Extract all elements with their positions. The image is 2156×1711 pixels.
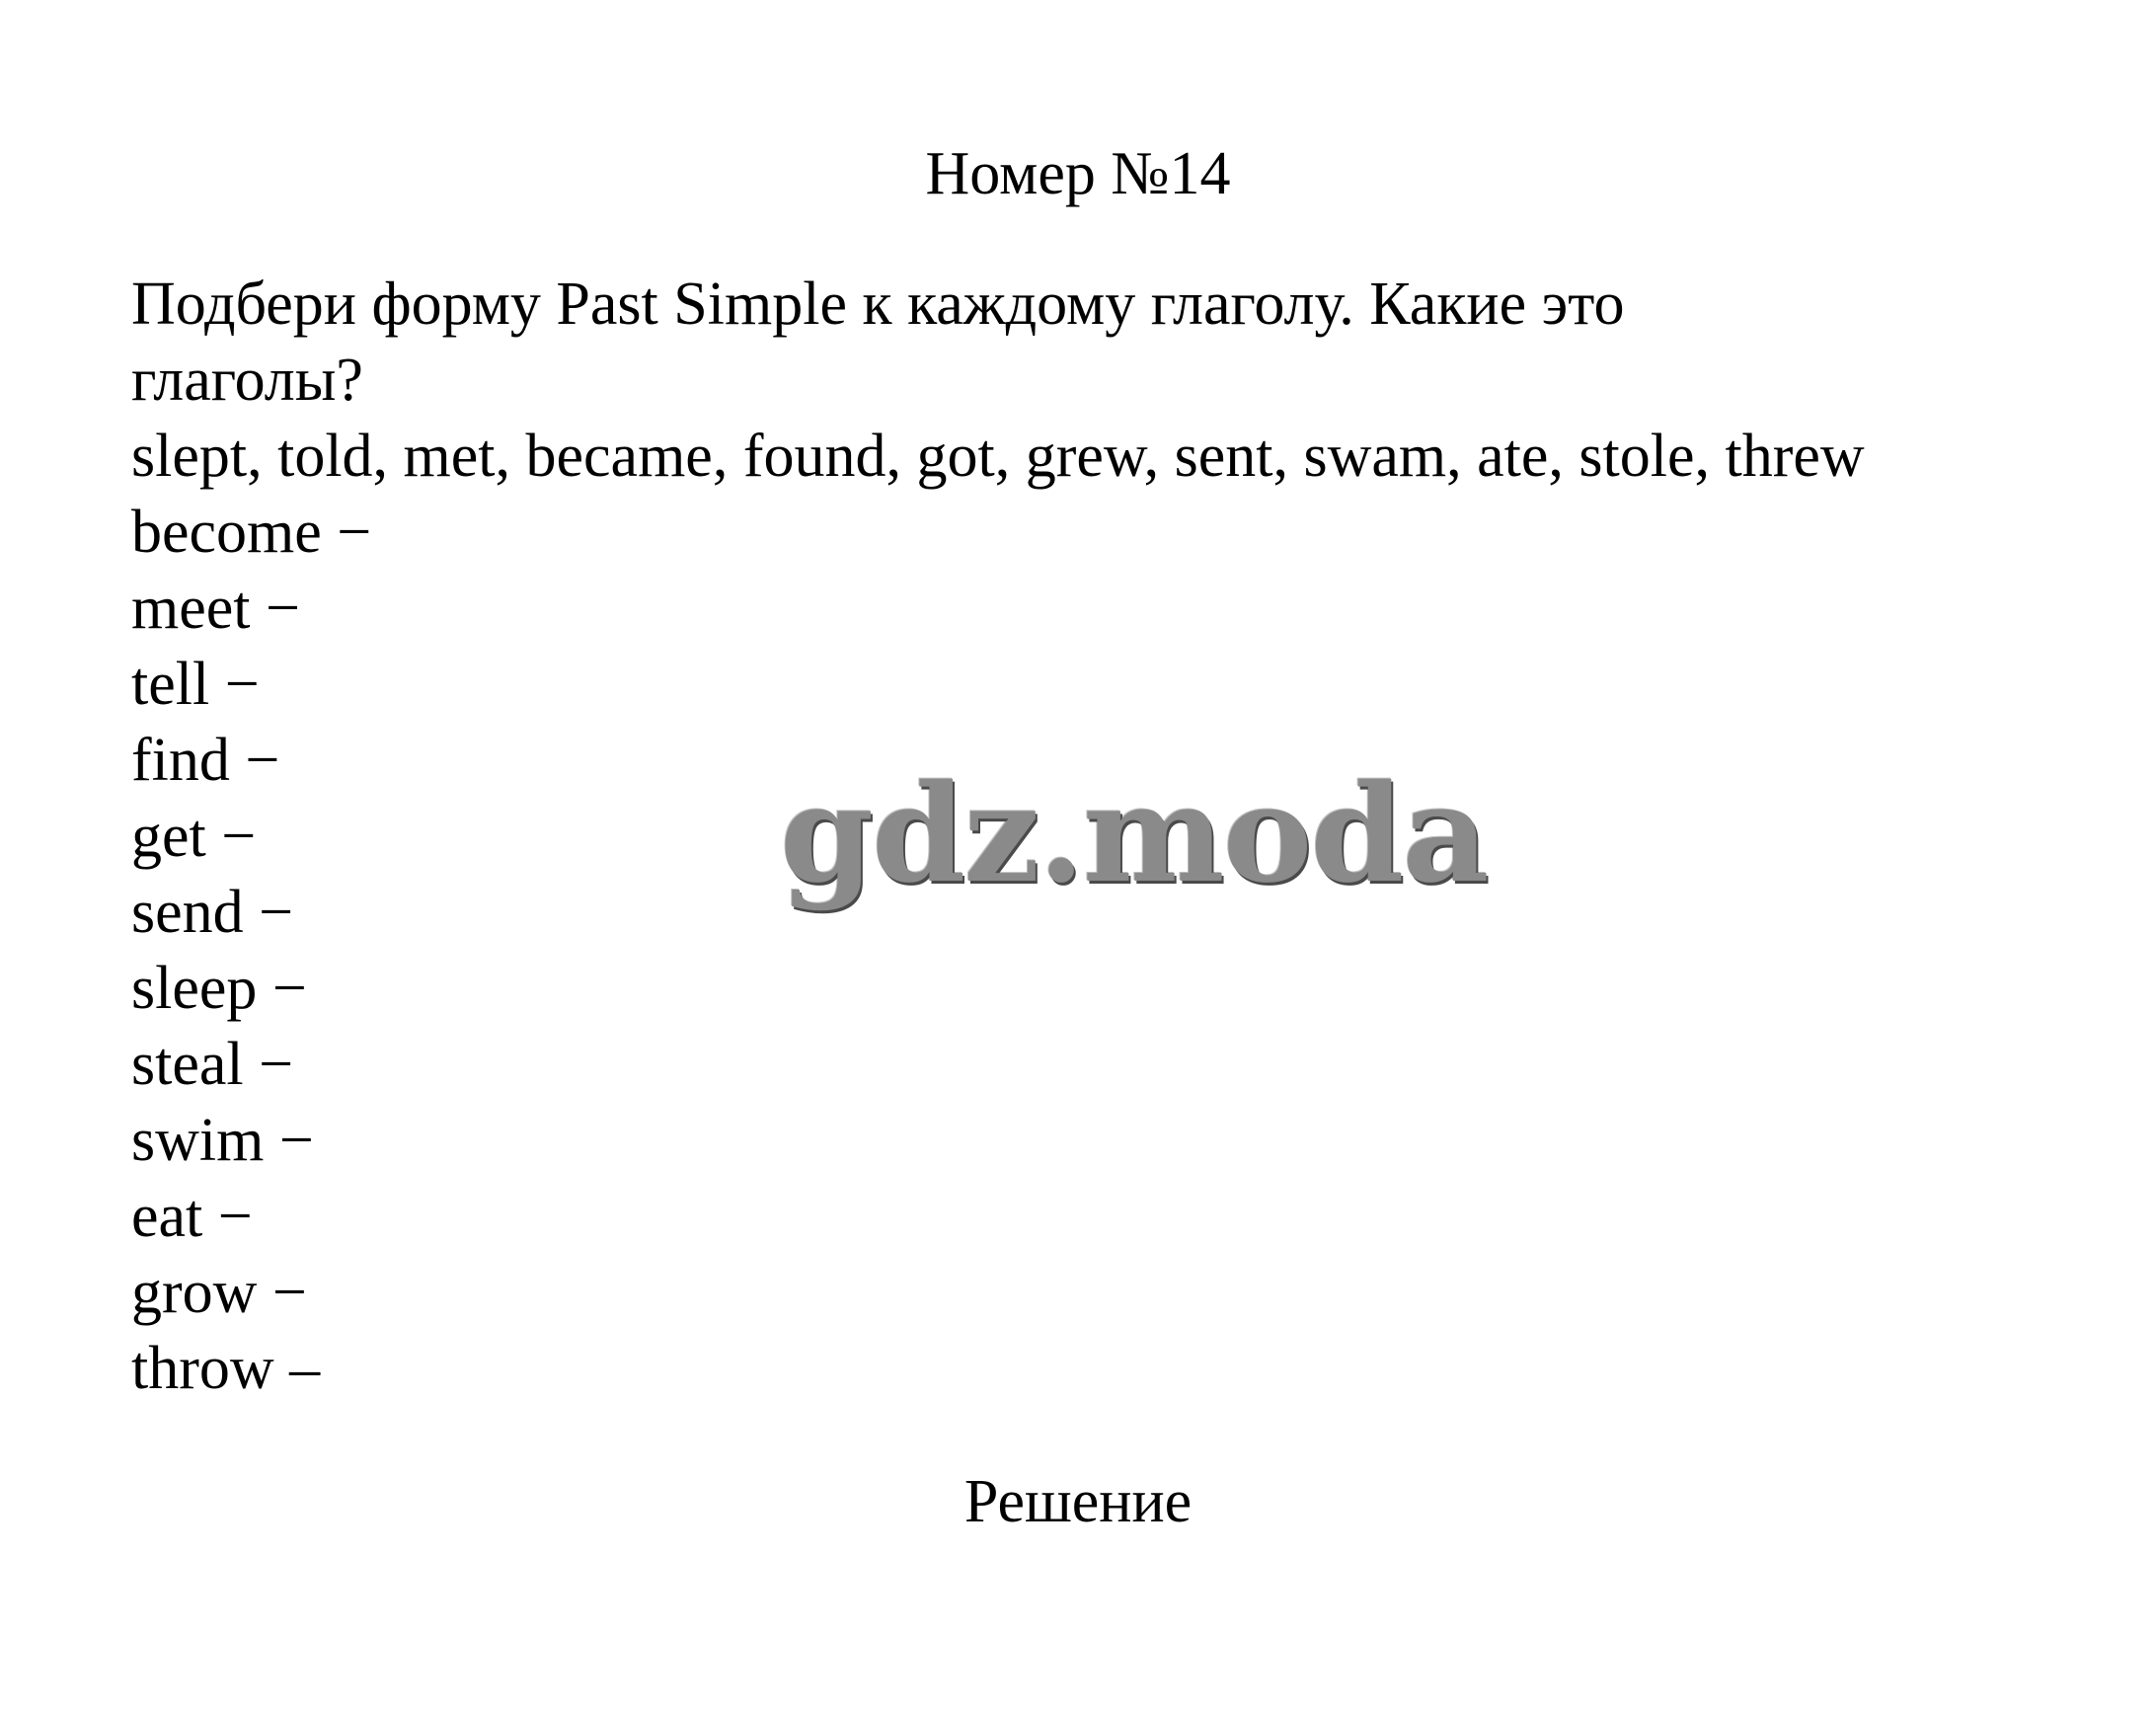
solution-label: Решение (963, 1468, 1193, 1535)
instruction-line-1: Подбери форму Past Simple к каждому глаголу. Какие это (131, 271, 1625, 338)
watermark: gdz.moda (780, 755, 1488, 913)
instruction-line-2: глаголы? (131, 347, 363, 414)
verb-item: send − (131, 879, 294, 946)
verb-item: grow − (131, 1259, 307, 1326)
verb-item: steal − (131, 1031, 294, 1098)
verb-item: throw – (131, 1335, 321, 1402)
verb-item: get − (131, 803, 257, 870)
verb-item: sleep − (131, 955, 307, 1022)
verb-item: find − (131, 727, 280, 794)
verb-item: tell − (131, 651, 260, 718)
verb-item: eat − (131, 1183, 253, 1250)
verb-item: meet − (131, 575, 300, 642)
verb-item: become − (131, 499, 372, 566)
verb-item: swim − (131, 1107, 314, 1174)
word-bank: slept, told, met, became, found, got, grew, sent, swam, ate, stole, threw (131, 423, 1865, 490)
page-title: Номер №14 (925, 140, 1231, 207)
